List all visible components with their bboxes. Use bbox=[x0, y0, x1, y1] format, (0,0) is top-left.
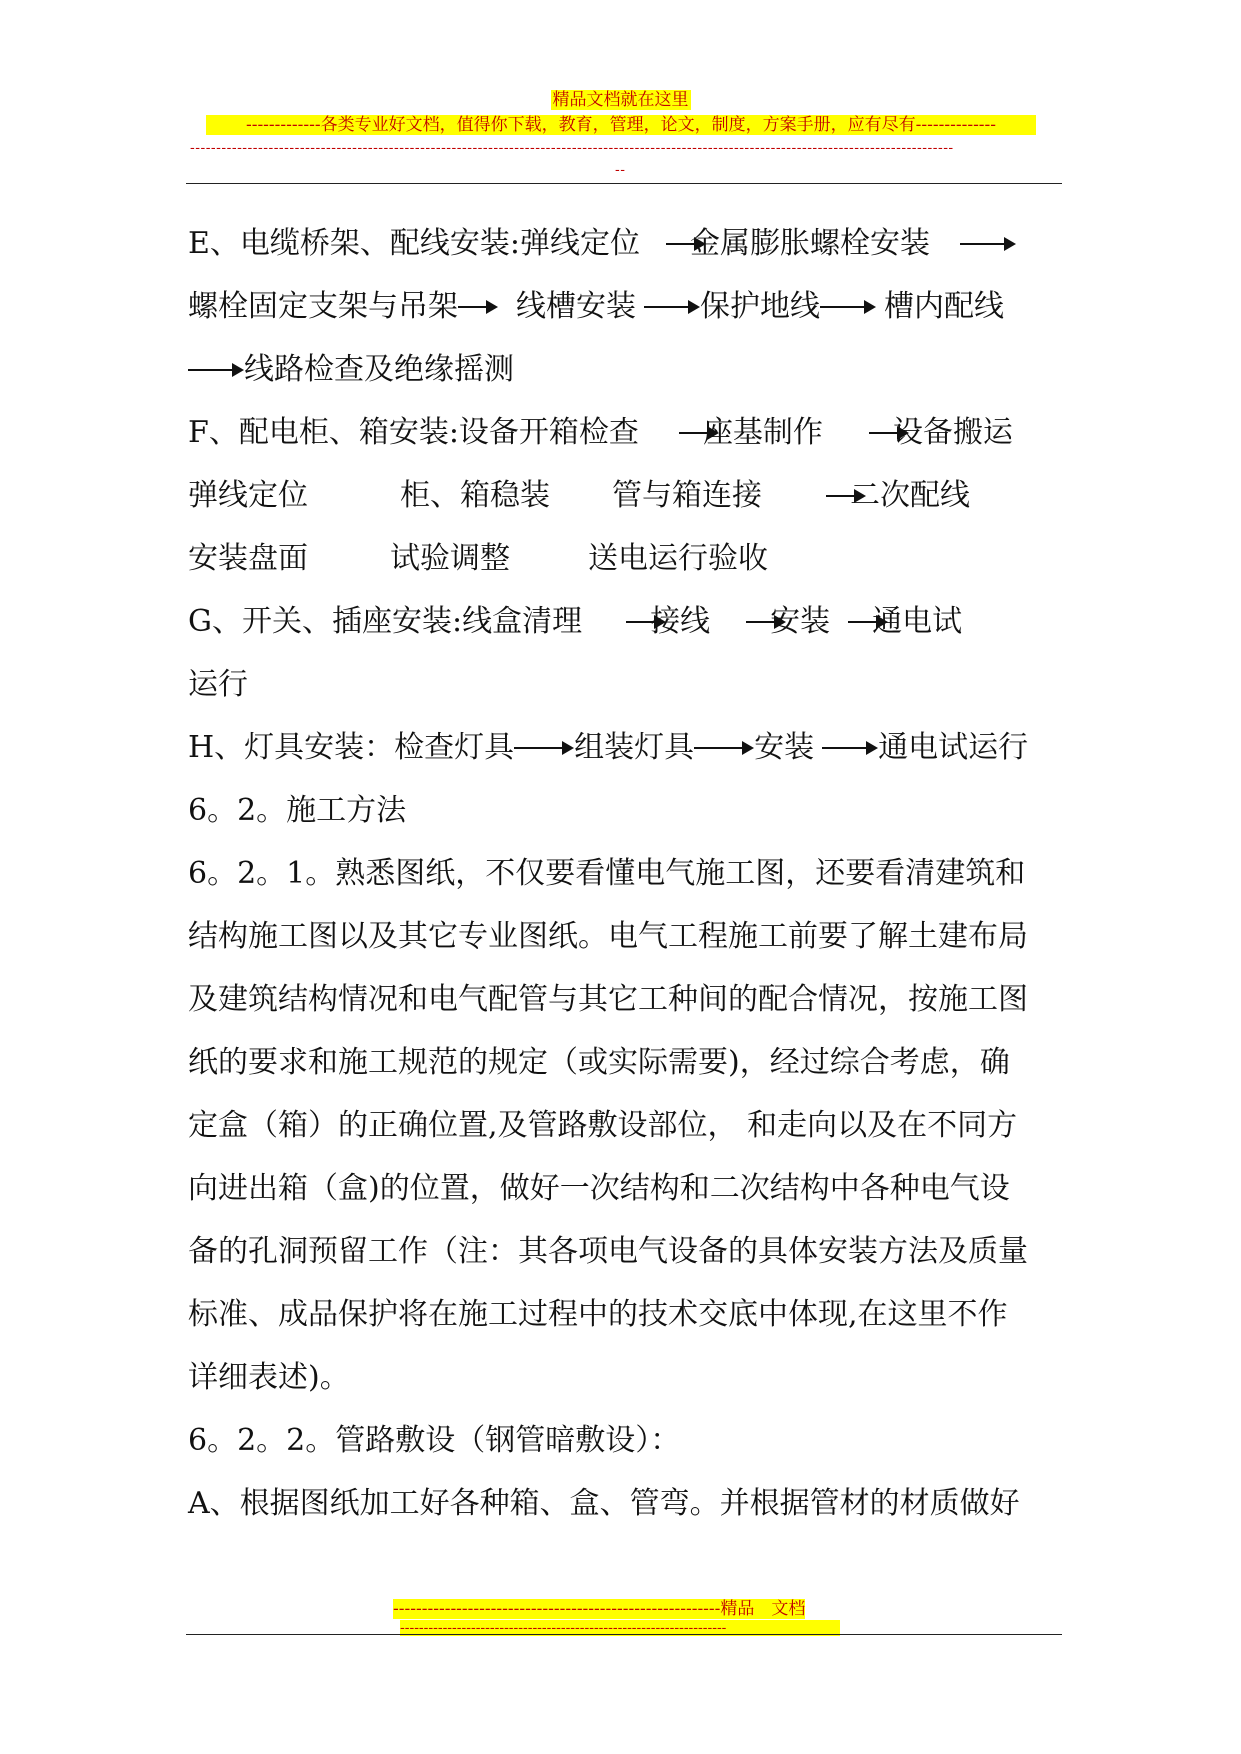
text-segment: E、电缆桥架、配线安装:弹线定位 bbox=[188, 226, 641, 261]
text-segment: G、开关、插座安装:线盒清理 bbox=[188, 604, 583, 639]
e-line-3 bbox=[188, 350, 1068, 390]
footer-line-1: ---------------------------------------------------------精品 文档 bbox=[393, 1599, 806, 1619]
arrow-right-icon bbox=[679, 413, 719, 453]
paragraph-line: 标准、成品保护将在施工过程中的技术交底中体现,在这里不作 bbox=[188, 1297, 1008, 1332]
arrow-right-icon bbox=[666, 224, 706, 264]
header-dash-line: -------------------------------------------------------------------------------------------------------------------------------------------------- bbox=[190, 140, 954, 156]
arrow-right-icon bbox=[869, 413, 909, 453]
f-line-3 bbox=[188, 539, 1068, 579]
text-segment: H、灯具安装：检查灯具 bbox=[188, 730, 515, 765]
text-segment: 金属膨胀螺栓安装 bbox=[690, 226, 931, 261]
arrow-right-icon bbox=[458, 287, 498, 327]
footer-line-2: --------------------------------------------------------------------- bbox=[400, 1620, 840, 1636]
arrow-right-icon bbox=[960, 224, 1016, 264]
section-6-2-2-heading: 6。2。2。管路敷设（钢管暗敷设）： bbox=[188, 1423, 681, 1458]
arrow-right-icon bbox=[746, 602, 786, 642]
e-line-1 bbox=[188, 224, 1068, 264]
text-segment: 柜、箱稳装 bbox=[400, 478, 550, 513]
text-segment: 螺栓固定支架与吊架 bbox=[188, 289, 458, 324]
paragraph-line: 纸的要求和施工规范的规定（或实际需要)，经过综合考虑，确 bbox=[188, 1045, 1010, 1080]
paragraph-line: A、根据图纸加工好各种箱、盒、管弯。并根据管材的材质做好 bbox=[188, 1486, 1020, 1521]
paragraph-line: 向进出箱（盒)的位置，做好一次结构和二次结构中各种电气设 bbox=[188, 1171, 1010, 1206]
header-rule bbox=[186, 183, 1062, 184]
footer-rule bbox=[186, 1634, 1062, 1635]
header-dash-short: -- bbox=[615, 162, 626, 178]
e-line-2 bbox=[188, 287, 1068, 327]
arrow-right-icon bbox=[514, 728, 574, 768]
text-segment: 送电运行验收 bbox=[588, 541, 768, 576]
paragraph-line: 详细表述)。 bbox=[188, 1360, 350, 1395]
paragraph-line: 结构施工图以及其它专业图纸。电气工程施工前要了解土建布局 bbox=[188, 919, 1028, 954]
f-line-2 bbox=[188, 476, 1068, 516]
text-segment: 接线 bbox=[650, 604, 711, 639]
text-segment: 保护地线 bbox=[700, 289, 820, 324]
text-segment: 组装灯具 bbox=[574, 730, 695, 765]
paragraph-line: 6。2。1。熟悉图纸，不仅要看懂电气施工图，还要看清建筑和 bbox=[188, 856, 1026, 891]
section-6-2-heading: 6。2。施工方法 bbox=[188, 793, 407, 828]
arrow-right-icon bbox=[826, 476, 866, 516]
arrow-right-icon bbox=[188, 350, 244, 390]
text-segment: 设备搬运 bbox=[892, 415, 1013, 450]
header-title-text: 精品文档就在这里 bbox=[552, 90, 689, 110]
text-segment: F、配电柜、箱安装:设备开箱检查 bbox=[188, 415, 639, 450]
text-segment: 弹线定位 bbox=[188, 478, 308, 513]
paragraph-line: 及建筑结构情况和电气配管与其它工种间的配合情况，按施工图 bbox=[188, 982, 1028, 1017]
arrow-right-icon bbox=[822, 728, 878, 768]
text-segment: 安装 bbox=[770, 604, 831, 639]
h-line bbox=[188, 728, 1068, 768]
text-segment: 安装盘面 bbox=[188, 541, 308, 576]
text-segment: 管与箱连接 bbox=[612, 478, 762, 513]
text-segment: 槽内配线 bbox=[884, 289, 1004, 324]
text-segment: 线槽安装 bbox=[516, 289, 636, 324]
arrow-right-icon bbox=[626, 602, 666, 642]
paragraph-line: 定盒（箱）的正确位置,及管路敷设部位， 和走向以及在不同方 bbox=[188, 1108, 1018, 1143]
text-segment: 试验调整 bbox=[390, 541, 510, 576]
f-line-1 bbox=[188, 413, 1068, 453]
arrow-right-icon bbox=[694, 728, 754, 768]
arrow-right-icon bbox=[644, 287, 700, 327]
arrow-right-icon bbox=[820, 287, 876, 327]
text-segment: 二次配线 bbox=[850, 478, 970, 513]
text-segment: 通电试运行 bbox=[878, 730, 1029, 765]
g-line-1 bbox=[188, 602, 1068, 642]
text-segment: 安装 bbox=[754, 730, 815, 765]
g-line-2: 运行 bbox=[188, 667, 248, 702]
arrow-right-icon bbox=[848, 602, 888, 642]
text-segment: 座基制作 bbox=[702, 415, 823, 450]
paragraph-line: 备的孔洞预留工作（注：其各项电气设备的具体安装方法及质量 bbox=[188, 1234, 1028, 1269]
header-title bbox=[0, 90, 1241, 110]
text-segment: 通电试 bbox=[872, 604, 963, 639]
text-segment: 线路检查及绝缘摇测 bbox=[244, 352, 514, 387]
header-promo: -------------各类专业好文档，值得你下载，教育，管理，论文，制度，方案手册，应有尽有-------------- bbox=[206, 115, 1036, 135]
